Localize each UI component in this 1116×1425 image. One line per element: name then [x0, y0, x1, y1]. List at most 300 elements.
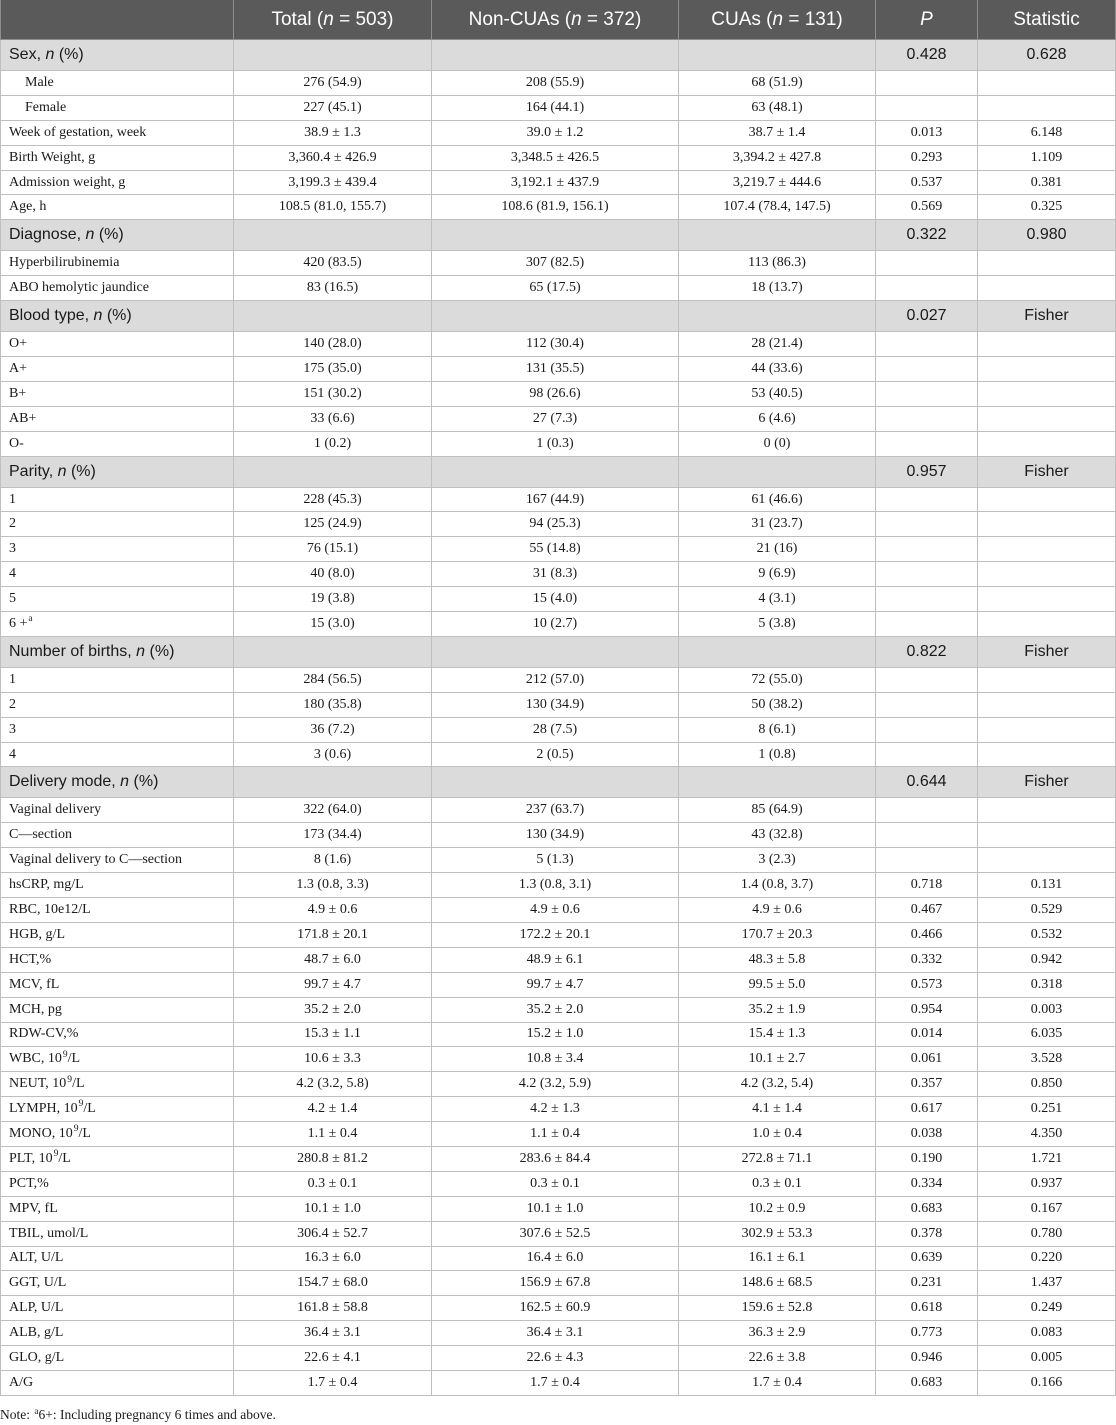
statistic-cell	[978, 718, 1116, 743]
non-cuas-cell: 15.2 ± 1.0	[432, 1023, 679, 1048]
section-label-text: Delivery mode,	[9, 773, 121, 791]
section-label-text: Parity,	[9, 462, 58, 480]
header-cell-p	[876, 0, 978, 40]
non-cuas-cell: 35.2 ± 2.0	[432, 998, 679, 1023]
row-label	[9, 616, 33, 632]
statistic-cell: Fisher	[978, 767, 1116, 798]
row-label-cell	[0, 488, 234, 513]
p-value-cell: 0.946	[876, 1346, 978, 1371]
total-cell: 83 (16.5)	[234, 276, 432, 301]
section-label-text: Blood type,	[9, 307, 94, 325]
total-cell: 15.3 ± 1.1	[234, 1023, 432, 1048]
row-label-suffix: /L	[83, 1101, 96, 1117]
cuas-cell: 36.3 ± 2.9	[679, 1321, 876, 1346]
row-label-suffix: /L	[58, 1150, 71, 1166]
cuas-cell: 1 (0.8)	[679, 743, 876, 768]
non-cuas-cell: 10.1 ± 1.0	[432, 1197, 679, 1222]
cuas-cell: 272.8 ± 71.1	[679, 1147, 876, 1172]
p-value-cell: 0.378	[876, 1222, 978, 1247]
header-cuas-n: n	[772, 8, 784, 30]
cuas-cell: 113 (86.3)	[679, 251, 876, 276]
row-label	[9, 492, 16, 508]
non-cuas-cell: 15 (4.0)	[432, 587, 679, 612]
statistic-cell: 0.318	[978, 973, 1116, 998]
cuas-cell: 3,394.2 ± 427.8	[679, 146, 876, 171]
statistic-cell	[978, 276, 1116, 301]
row-label-cell	[0, 96, 234, 121]
section-label	[9, 643, 174, 661]
non-cuas-cell: 4.2 ± 1.3	[432, 1097, 679, 1122]
total-cell: 284 (56.5)	[234, 668, 432, 693]
total-cell: 40 (8.0)	[234, 562, 432, 587]
statistic-cell	[978, 693, 1116, 718]
row-label-superscript: a	[28, 614, 33, 625]
statistic-cell	[978, 382, 1116, 407]
row-label-text: A/G	[9, 1374, 34, 1390]
total-cell: 171.8 ± 20.1	[234, 923, 432, 948]
cuas-cell: 148.6 ± 68.5	[679, 1271, 876, 1296]
row-label	[9, 1026, 78, 1042]
row-label-text: 1	[9, 671, 16, 687]
statistic-cell: Fisher	[978, 301, 1116, 332]
row-label	[9, 927, 65, 943]
non-cuas-cell: 112 (30.4)	[432, 332, 679, 357]
row-label-text: LYMPH, 10	[9, 1101, 78, 1117]
total-cell: 8 (1.6)	[234, 848, 432, 873]
p-value-cell: 0.773	[876, 1321, 978, 1346]
total-cell: 38.9 ± 1.3	[234, 121, 432, 146]
cuas-cell: 6 (4.6)	[679, 407, 876, 432]
row-label-cell	[0, 1023, 234, 1048]
row-label-cell	[0, 898, 234, 923]
header-cell-statistic	[978, 0, 1116, 40]
statistic-cell: 0.220	[978, 1247, 1116, 1272]
header-non-cuas-suffix: = 372)	[581, 8, 642, 30]
header-cuas-prefix: CUAs (	[711, 8, 773, 30]
row-label	[9, 150, 95, 166]
row-label-cell	[0, 1296, 234, 1321]
p-value-cell	[876, 407, 978, 432]
section-row	[0, 767, 1116, 798]
p-value-cell	[876, 693, 978, 718]
row-label-cell	[0, 251, 234, 276]
header-total-n: n	[323, 8, 334, 30]
p-value-cell: 0.573	[876, 973, 978, 998]
statistic-cell: 0.628	[978, 40, 1116, 71]
total-cell: 151 (30.2)	[234, 382, 432, 407]
non-cuas-cell: 31 (8.3)	[432, 562, 679, 587]
p-value-cell: 0.683	[876, 1197, 978, 1222]
statistic-cell	[978, 823, 1116, 848]
cuas-cell: 0.3 ± 0.1	[679, 1172, 876, 1197]
p-value-cell: 0.334	[876, 1172, 978, 1197]
table-row	[0, 923, 1116, 948]
total-cell: 10.1 ± 1.0	[234, 1197, 432, 1222]
row-label	[25, 100, 66, 116]
non-cuas-cell	[432, 767, 679, 798]
total-cell	[234, 301, 432, 332]
total-cell: 173 (34.4)	[234, 823, 432, 848]
p-value-cell	[876, 562, 978, 587]
row-label-text: Vaginal delivery to C—section	[9, 852, 183, 868]
p-value-cell: 0.013	[876, 121, 978, 146]
row-label-superscript: 9	[67, 1074, 73, 1085]
row-label-cell	[0, 848, 234, 873]
p-value-cell	[876, 332, 978, 357]
row-label-cell	[0, 1371, 234, 1396]
table-row	[0, 432, 1116, 457]
section-row	[0, 220, 1116, 251]
non-cuas-cell: 22.6 ± 4.3	[432, 1346, 679, 1371]
non-cuas-cell: 5 (1.3)	[432, 848, 679, 873]
row-label-text: 1	[9, 491, 16, 507]
table-row	[0, 171, 1116, 196]
non-cuas-cell: 99.7 ± 4.7	[432, 973, 679, 998]
row-label	[9, 1002, 62, 1018]
table-row	[0, 1222, 1116, 1247]
table-row	[0, 1097, 1116, 1122]
row-label-cell	[0, 668, 234, 693]
p-value-cell	[876, 71, 978, 96]
p-value-cell: 0.027	[876, 301, 978, 332]
non-cuas-cell	[432, 220, 679, 251]
row-label-cell	[0, 407, 234, 432]
total-cell: 1.1 ± 0.4	[234, 1122, 432, 1147]
header-cell-non-cuas	[432, 0, 679, 40]
row-label-text: C—section	[9, 827, 72, 843]
p-value-cell: 0.038	[876, 1122, 978, 1147]
p-value-cell: 0.466	[876, 923, 978, 948]
row-label-text: 3	[9, 721, 16, 737]
row-label	[9, 255, 119, 271]
section-label	[9, 46, 84, 64]
total-cell: 35.2 ± 2.0	[234, 998, 432, 1023]
statistic-cell	[978, 488, 1116, 513]
row-label	[9, 1176, 49, 1192]
row-label-text: Female	[25, 99, 67, 115]
total-cell: 154.7 ± 68.0	[234, 1271, 432, 1296]
cuas-cell	[679, 301, 876, 332]
section-label-cell	[0, 40, 234, 71]
row-label-text: O-	[9, 435, 24, 451]
row-label	[9, 336, 27, 352]
row-label-text: Vaginal delivery	[9, 802, 102, 818]
p-value-cell: 0.618	[876, 1296, 978, 1321]
row-label-text: Week of gestation, week	[9, 124, 147, 140]
p-value-cell	[876, 251, 978, 276]
header-cell-total	[234, 0, 432, 40]
table-row	[0, 1172, 1116, 1197]
section-label-suffix: (%)	[66, 462, 96, 480]
row-label-cell	[0, 1197, 234, 1222]
cuas-cell: 3,219.7 ± 444.6	[679, 171, 876, 196]
note-prefix: Note:	[0, 1407, 34, 1422]
p-value-cell	[876, 718, 978, 743]
cuas-cell: 107.4 (78.4, 147.5)	[679, 195, 876, 220]
non-cuas-cell: 98 (26.6)	[432, 382, 679, 407]
cuas-cell: 22.6 ± 3.8	[679, 1346, 876, 1371]
row-label-cell	[0, 332, 234, 357]
table-row	[0, 1122, 1116, 1147]
p-value-cell	[876, 743, 978, 768]
row-label-text: 2	[9, 696, 16, 712]
section-label-text: Diagnose,	[9, 226, 86, 244]
row-label-text: RDW-CV,%	[9, 1026, 79, 1042]
table-row	[0, 1023, 1116, 1048]
cuas-cell: 10.1 ± 2.7	[679, 1047, 876, 1072]
total-cell: 306.4 ± 52.7	[234, 1222, 432, 1247]
total-cell: 36 (7.2)	[234, 718, 432, 743]
row-label	[9, 516, 16, 532]
cuas-cell	[679, 637, 876, 668]
p-value-cell	[876, 537, 978, 562]
row-label-cell	[0, 121, 234, 146]
row-label	[9, 852, 182, 868]
non-cuas-cell: 162.5 ± 60.9	[432, 1296, 679, 1321]
total-cell: 161.8 ± 58.8	[234, 1296, 432, 1321]
row-label	[9, 541, 16, 557]
statistic-cell: 0.003	[978, 998, 1116, 1023]
statistic-cell	[978, 668, 1116, 693]
row-label-text: HGB, g/L	[9, 926, 65, 942]
table-row	[0, 1047, 1116, 1072]
p-value-cell: 0.293	[876, 146, 978, 171]
row-label-text: 3	[9, 541, 16, 557]
total-cell: 227 (45.1)	[234, 96, 432, 121]
total-cell: 3,199.3 ± 439.4	[234, 171, 432, 196]
non-cuas-cell: 130 (34.9)	[432, 693, 679, 718]
non-cuas-cell: 1.3 (0.8, 3.1)	[432, 873, 679, 898]
cuas-cell: 15.4 ± 1.3	[679, 1023, 876, 1048]
non-cuas-cell: 2 (0.5)	[432, 743, 679, 768]
cuas-cell: 0 (0)	[679, 432, 876, 457]
row-label	[9, 672, 16, 688]
table-row	[0, 718, 1116, 743]
row-label-cell	[0, 1271, 234, 1296]
section-label-italic-n: n	[57, 462, 67, 480]
non-cuas-cell: 39.0 ± 1.2	[432, 121, 679, 146]
total-cell: 16.3 ± 6.0	[234, 1247, 432, 1272]
row-label-text: AB+	[9, 410, 37, 426]
section-label-suffix: (%)	[145, 642, 175, 660]
statistic-cell: 0.167	[978, 1197, 1116, 1222]
total-cell: 3 (0.6)	[234, 743, 432, 768]
p-value-cell: 0.332	[876, 948, 978, 973]
section-label-italic-n: n	[93, 307, 103, 325]
total-cell: 1.3 (0.8, 3.3)	[234, 873, 432, 898]
table-row	[0, 1197, 1116, 1222]
row-label	[9, 1051, 80, 1067]
table-row	[0, 1247, 1116, 1272]
p-value-cell: 0.428	[876, 40, 978, 71]
statistic-cell	[978, 612, 1116, 637]
table-row	[0, 96, 1116, 121]
section-label	[9, 226, 124, 244]
non-cuas-cell: 108.6 (81.9, 156.1)	[432, 195, 679, 220]
cuas-cell: 63 (48.1)	[679, 96, 876, 121]
non-cuas-cell: 4.2 (3.2, 5.9)	[432, 1072, 679, 1097]
table-row	[0, 146, 1116, 171]
row-label	[9, 1275, 66, 1291]
note-text: 6+: Including pregnancy 6 times and above.	[38, 1407, 276, 1422]
p-value-cell	[876, 512, 978, 537]
cuas-cell: 170.7 ± 20.3	[679, 923, 876, 948]
row-label	[9, 697, 16, 713]
non-cuas-cell: 28 (7.5)	[432, 718, 679, 743]
total-cell: 280.8 ± 81.2	[234, 1147, 432, 1172]
cuas-cell: 35.2 ± 1.9	[679, 998, 876, 1023]
row-label-superscript: 9	[78, 1099, 84, 1110]
row-label-cell	[0, 1247, 234, 1272]
total-cell: 76 (15.1)	[234, 537, 432, 562]
row-label-cell	[0, 562, 234, 587]
statistic-cell: 0.251	[978, 1097, 1116, 1122]
row-label-text: Birth Weight, g	[9, 149, 96, 165]
p-value-cell: 0.322	[876, 220, 978, 251]
p-value-cell: 0.537	[876, 171, 978, 196]
statistic-cell: 0.780	[978, 1222, 1116, 1247]
statistic-cell: 0.005	[978, 1346, 1116, 1371]
total-cell: 175 (35.0)	[234, 357, 432, 382]
cuas-cell: 302.9 ± 53.3	[679, 1222, 876, 1247]
statistic-cell: 0.532	[978, 923, 1116, 948]
row-label-cell	[0, 1172, 234, 1197]
non-cuas-cell: 0.3 ± 0.1	[432, 1172, 679, 1197]
cuas-cell	[679, 40, 876, 71]
row-label	[9, 877, 84, 893]
row-label	[9, 1126, 91, 1142]
row-label	[9, 1201, 58, 1217]
p-value-cell	[876, 668, 978, 693]
section-row	[0, 301, 1116, 332]
header-total-suffix: = 503)	[333, 8, 394, 30]
row-label-cell	[0, 146, 234, 171]
cuas-cell: 44 (33.6)	[679, 357, 876, 382]
cuas-cell: 18 (13.7)	[679, 276, 876, 301]
row-label-text: MPV, fL	[9, 1200, 58, 1216]
statistic-cell	[978, 332, 1116, 357]
row-label-text: ALP, U/L	[9, 1300, 64, 1316]
header-total-label	[271, 9, 393, 31]
table-row	[0, 693, 1116, 718]
p-value-cell	[876, 848, 978, 873]
cuas-cell: 9 (6.9)	[679, 562, 876, 587]
row-label-text: Male	[25, 74, 54, 90]
table-row	[0, 562, 1116, 587]
row-label-text: Hyperbilirubinemia	[9, 255, 120, 271]
table-row	[0, 668, 1116, 693]
header-non-cuas-n: n	[571, 8, 582, 30]
row-label-cell	[0, 382, 234, 407]
cuas-cell: 159.6 ± 52.8	[679, 1296, 876, 1321]
statistic-cell: 0.850	[978, 1072, 1116, 1097]
statistic-cell: 6.148	[978, 121, 1116, 146]
statistic-cell	[978, 407, 1116, 432]
non-cuas-cell: 27 (7.3)	[432, 407, 679, 432]
non-cuas-cell: 3,348.5 ± 426.5	[432, 146, 679, 171]
statistic-cell	[978, 357, 1116, 382]
statistic-cell: 1.437	[978, 1271, 1116, 1296]
total-cell	[234, 637, 432, 668]
statistic-cell: 1.109	[978, 146, 1116, 171]
section-label-italic-n: n	[85, 226, 95, 244]
row-label-cell	[0, 923, 234, 948]
row-label-cell	[0, 998, 234, 1023]
section-row	[0, 40, 1116, 71]
p-value-cell	[876, 798, 978, 823]
row-label	[9, 1250, 63, 1266]
non-cuas-cell: 208 (55.9)	[432, 71, 679, 96]
table-row	[0, 798, 1116, 823]
p-value-cell	[876, 96, 978, 121]
cuas-cell: 50 (38.2)	[679, 693, 876, 718]
row-label-text: 4	[9, 566, 16, 582]
row-label-cell	[0, 973, 234, 998]
row-label-cell	[0, 587, 234, 612]
row-label-text: RBC, 10e12/L	[9, 901, 91, 917]
section-label	[9, 307, 132, 325]
p-value-cell	[876, 276, 978, 301]
cuas-cell: 16.1 ± 6.1	[679, 1247, 876, 1272]
table-row	[0, 1147, 1116, 1172]
row-label-text: PCT,%	[9, 1175, 49, 1191]
non-cuas-cell	[432, 457, 679, 488]
cuas-cell: 61 (46.6)	[679, 488, 876, 513]
non-cuas-cell: 131 (35.5)	[432, 357, 679, 382]
section-label-suffix: (%)	[94, 226, 124, 244]
row-label-cell	[0, 1147, 234, 1172]
statistic-cell	[978, 848, 1116, 873]
non-cuas-cell: 164 (44.1)	[432, 96, 679, 121]
total-cell: 36.4 ± 3.1	[234, 1321, 432, 1346]
section-label-cell	[0, 457, 234, 488]
row-label-cell	[0, 276, 234, 301]
cuas-cell: 1.7 ± 0.4	[679, 1371, 876, 1396]
section-label-suffix: (%)	[102, 307, 132, 325]
row-label	[9, 1101, 96, 1117]
row-label	[9, 436, 24, 452]
table-row	[0, 587, 1116, 612]
total-cell: 10.6 ± 3.3	[234, 1047, 432, 1072]
row-label-text: GGT, U/L	[9, 1275, 67, 1291]
cuas-cell: 3 (2.3)	[679, 848, 876, 873]
row-label	[9, 827, 72, 843]
section-label-suffix: (%)	[129, 773, 159, 791]
table-row	[0, 1072, 1116, 1097]
row-label-cell	[0, 512, 234, 537]
statistic-cell	[978, 512, 1116, 537]
row-label	[9, 175, 125, 191]
statistic-cell: 0.381	[978, 171, 1116, 196]
non-cuas-cell: 172.2 ± 20.1	[432, 923, 679, 948]
header-statistic-label: Statistic	[1013, 8, 1080, 30]
p-value-cell: 0.014	[876, 1023, 978, 1048]
table-row	[0, 1371, 1116, 1396]
table-row	[0, 1321, 1116, 1346]
row-label-cell	[0, 1122, 234, 1147]
row-label-cell	[0, 718, 234, 743]
section-label-cell	[0, 767, 234, 798]
non-cuas-cell: 130 (34.9)	[432, 823, 679, 848]
non-cuas-cell	[432, 40, 679, 71]
row-label-suffix: /L	[78, 1126, 91, 1141]
total-cell: 108.5 (81.0, 155.7)	[234, 195, 432, 220]
total-cell: 4.2 ± 1.4	[234, 1097, 432, 1122]
cuas-cell: 72 (55.0)	[679, 668, 876, 693]
row-label-text: 5	[9, 591, 16, 607]
cuas-cell: 1.0 ± 0.4	[679, 1122, 876, 1147]
row-label-cell	[0, 1072, 234, 1097]
